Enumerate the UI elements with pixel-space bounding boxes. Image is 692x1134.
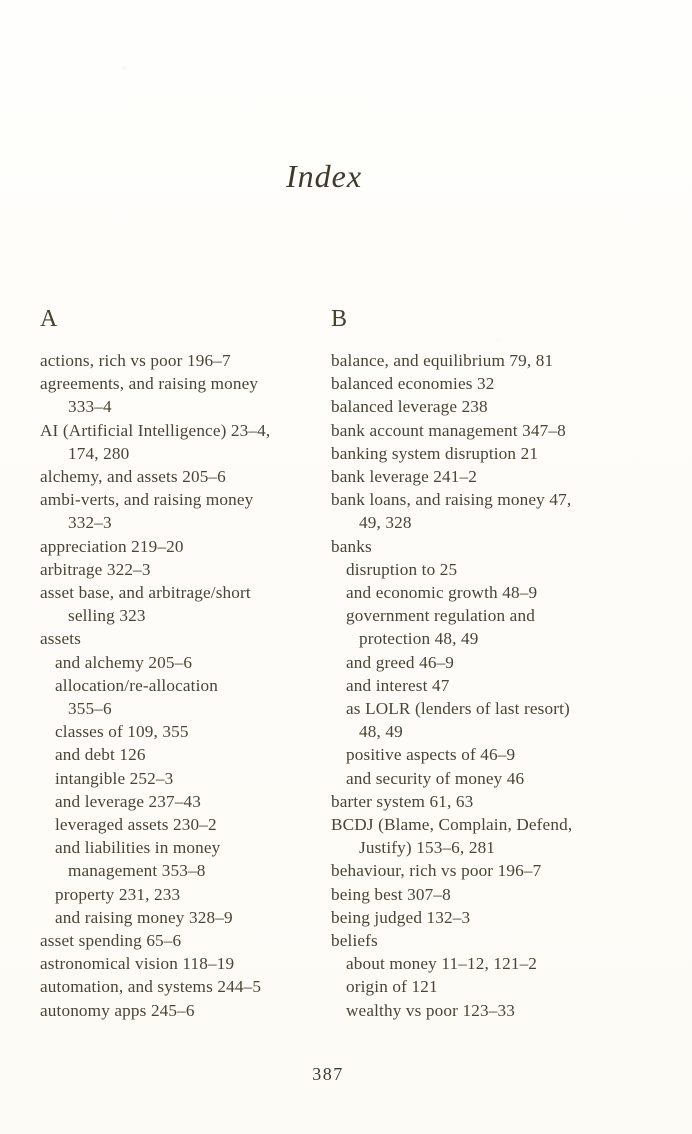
- index-entry-line: beliefs: [331, 931, 378, 951]
- section-heading-a: A: [40, 306, 58, 332]
- index-entries-b: [331, 349, 681, 1022]
- index-entry-line: and leverage 237–43: [55, 791, 202, 811]
- index-entry-line: and alchemy 205–6: [55, 652, 193, 672]
- index-entry-line: alchemy, and assets 205–6: [40, 467, 226, 487]
- index-entry-line: allocation/re-allocation: [55, 675, 218, 695]
- section-heading-b: B: [331, 306, 348, 332]
- index-entry-line: and economic growth 48–9: [346, 583, 538, 603]
- index-entry-line: disruption to 25: [346, 559, 458, 579]
- index-entry-line: appreciation 219–20: [40, 536, 184, 556]
- index-entry-line: bank leverage 241–2: [331, 467, 478, 487]
- index-entry-line: protection 48, 49: [359, 629, 479, 649]
- index-entry-line: origin of 121: [346, 977, 438, 997]
- index-entry-line: about money 11–12, 121–2: [346, 954, 538, 974]
- index-column-a: [40, 306, 332, 1022]
- index-entry-line: automation, and systems 244–5: [40, 977, 262, 997]
- index-entry-line: 332–3: [68, 513, 112, 533]
- index-entry-line: bank loans, and raising money 47,: [331, 490, 572, 510]
- index-entry-line: banking system disruption 21: [331, 443, 539, 463]
- index-entry-line: agreements, and raising money: [40, 374, 259, 394]
- index-entry-line: selling 323: [68, 606, 146, 626]
- index-entry-line: balance, and equilibrium 79, 81: [331, 351, 554, 370]
- index-entry-line: arbitrage 322–3: [40, 559, 151, 579]
- index-entry-line: 355–6: [68, 699, 112, 719]
- index-entry-line: barter system 61, 63: [331, 791, 474, 811]
- index-entry-line: actions, rich vs poor 196–7: [40, 351, 231, 370]
- index-entry-line: 333–4: [68, 397, 112, 417]
- index-entry-line: autonomy apps 245–6: [40, 1000, 195, 1020]
- index-entry-line: and greed 46–9: [346, 652, 455, 672]
- index-entry-line: being judged 132–3: [331, 907, 471, 927]
- index-entry-line: as LOLR (lenders of last resort): [346, 699, 570, 719]
- index-entry-line: balanced economies 32: [331, 374, 495, 394]
- index-entry-line: Justify) 153–6, 281: [359, 838, 496, 858]
- index-entry-line: intangible 252–3: [55, 768, 174, 788]
- index-entry-line: management 353–8: [68, 861, 206, 881]
- page-title: Index: [285, 158, 363, 194]
- index-entry-line: asset spending 65–6: [40, 931, 182, 951]
- index-entry-line: 48, 49: [359, 722, 403, 742]
- page-number: 387: [312, 1064, 344, 1084]
- index-entry-line: BCDJ (Blame, Complain, Defend,: [331, 815, 573, 835]
- index-entry-line: balanced leverage 238: [331, 397, 488, 417]
- index-entry-line: government regulation and: [346, 606, 535, 626]
- index-entry-line: and debt 126: [55, 745, 146, 765]
- index-entry-line: behaviour, rich vs poor 196–7: [331, 861, 542, 881]
- index-entry-line: and raising money 328–9: [55, 907, 233, 927]
- index-entry-line: positive aspects of 46–9: [346, 745, 516, 765]
- index-entry-line: wealthy vs poor 123–33: [346, 1000, 515, 1020]
- index-entry-line: leveraged assets 230–2: [55, 815, 217, 835]
- index-entry-line: being best 307–8: [331, 884, 451, 904]
- index-entry-line: astronomical vision 118–19: [40, 954, 235, 974]
- index-entry-line: 49, 328: [359, 513, 412, 533]
- index-entry-line: and security of money 46: [346, 768, 525, 788]
- index-entry-line: asset base, and arbitrage/short: [40, 583, 251, 603]
- index-entry-line: assets: [40, 629, 81, 649]
- index-entry-line: and liabilities in money: [55, 838, 221, 858]
- index-entry-line: banks: [331, 536, 372, 556]
- index-entry-line: 174, 280: [68, 443, 130, 463]
- index-entry-line: classes of 109, 355: [55, 722, 189, 742]
- index-entry-line: ambi-verts, and raising money: [40, 490, 254, 510]
- index-entries-a: [40, 349, 332, 1022]
- index-column-b: [331, 306, 681, 1022]
- index-entry-line: and interest 47: [346, 675, 450, 695]
- index-entry-line: AI (Artificial Intelligence) 23–4,: [40, 420, 271, 440]
- index-entry-line: property 231, 233: [55, 884, 181, 904]
- index-entry-line: bank account management 347–8: [331, 420, 566, 440]
